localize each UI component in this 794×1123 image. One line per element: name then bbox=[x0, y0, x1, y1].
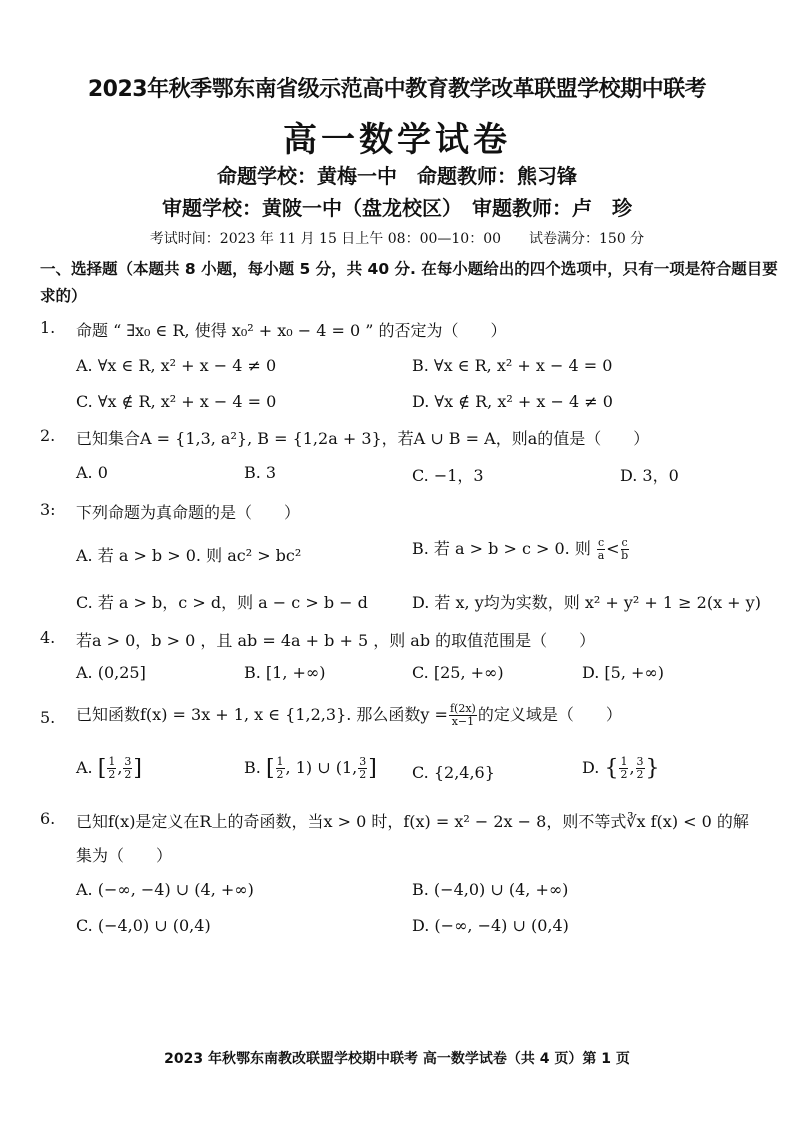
option-b: B. [ $\frac{1}{2}$ , 1) ∪ (1, $\frac{3}{2}$ ] bbox=[244, 755, 377, 781]
option-a: A. 若 a > b > 0. 则 ac² > bc² bbox=[76, 546, 302, 565]
option-d: D. 3，0 bbox=[620, 466, 679, 485]
option-a: A. ∀x ∈ R, x² + x − 4 ≠ 0 bbox=[76, 356, 277, 375]
option-a: A. 0 bbox=[76, 463, 108, 482]
fraction-c-over-b: $\frac{c}{b}$ bbox=[621, 536, 629, 562]
question-stem: 命题 “ ∃x₀ ∈ R, 使得 x₀² + x₀ − 4 = 0 ” 的否定为（ ） bbox=[76, 321, 507, 340]
option-c: C. ∀x ∉ R, x² + x − 4 = 0 bbox=[76, 392, 277, 411]
option-a: A. (0,25] bbox=[76, 663, 146, 682]
less-than-sign: < bbox=[606, 539, 620, 558]
question-number: 3: bbox=[40, 500, 56, 519]
question-number: 6. bbox=[40, 809, 56, 828]
option-c: C. [25, +∞) bbox=[412, 663, 504, 682]
option-d: D. [5, +∞) bbox=[582, 663, 664, 682]
option-b: B. 3 bbox=[244, 463, 277, 482]
question-stem: 已知f(x)是定义在R上的奇函数，当x > 0 时，f(x) = x² − 2x − 8，则不等式∛x f(x) < 0 的解 bbox=[76, 812, 749, 831]
exam-title: 2023年秋季鄂东南省级示范高中教育教学改革联盟学校期中联考 bbox=[87, 77, 707, 102]
stem-suffix: 的定义域是（ ） bbox=[477, 705, 622, 724]
option-b bbox=[412, 536, 630, 562]
option-d: D. ∀x ∉ R, x² + x − 4 ≠ 0 bbox=[412, 392, 613, 411]
option-d: D. (−∞, −4) ∪ (0,4) bbox=[412, 916, 569, 935]
option-c: C. −1，3 bbox=[412, 466, 484, 485]
option-a: A. (−∞, −4) ∪ (4, +∞) bbox=[76, 880, 254, 899]
option-c: C. {2,4,6} bbox=[412, 763, 495, 782]
reviewer-line: 审题学校：黄陂一中（盘龙校区） 审题教师：卢 珍 bbox=[162, 196, 632, 220]
subject-title: 高一数学试卷 bbox=[283, 120, 511, 160]
question-number: 5. bbox=[40, 708, 56, 727]
exam-info: 考试时间：2023 年 11 月 15 日上午 08：00—10：00 试卷满分：150 分 bbox=[149, 231, 645, 247]
option-a: A. [ $\frac{1}{2}$ , $\frac{3}{2}$ ] bbox=[76, 755, 143, 781]
option-d: D. 若 x, y均为实数，则 x² + y² + 1 ≥ 2(x + y) bbox=[412, 593, 761, 612]
option-c: C. (−4,0) ∪ (0,4) bbox=[76, 916, 211, 935]
question-number: 4. bbox=[40, 628, 56, 647]
question-stem: 已知集合A = {1,3, a²}, B = {1,2a + 3}，若A ∪ B = A，则a的值是（ ） bbox=[76, 429, 650, 448]
option-b: B. ∀x ∈ R, x² + x − 4 = 0 bbox=[412, 356, 613, 375]
question-stem: 若a > 0，b > 0 ，且 ab = 4a + b + 5 ，则 ab 的取值范围是（ ） bbox=[76, 631, 596, 650]
section-heading: 一、选择题（本题共 8 小题，每小题 5 分，共 40 分. 在每小题给出的四个选项中，只有一项是符合题目要求的） bbox=[40, 260, 778, 305]
option-b: B. [1, +∞) bbox=[244, 663, 326, 682]
question-stem bbox=[76, 702, 622, 728]
stem-prefix: 已知函数f(x) = 3x + 1, x ∈ {1,2,3}. 那么函数y = bbox=[76, 705, 448, 724]
option-b-text: B. 若 a > b > c > 0. 则 bbox=[412, 539, 591, 558]
question-number: 2. bbox=[40, 426, 56, 445]
option-d: D. { $\frac{1}{2}$ , $\frac{3}{2}$ } bbox=[582, 755, 660, 781]
proposer-line: 命题学校：黄梅一中 命题教师：熊习锋 bbox=[217, 164, 577, 188]
page-footer: 2023 年秋鄂东南教改联盟学校期中联考 高一数学试卷（共 4 页）第 1 页 bbox=[164, 1051, 630, 1067]
question-number: 1. bbox=[40, 318, 56, 337]
question-stem: 下列命题为真命题的是（ ） bbox=[76, 503, 301, 522]
question-stem-cont: 集为（ ） bbox=[76, 846, 173, 865]
fraction-c-over-a: $\frac{c}{a}$ bbox=[597, 536, 605, 562]
option-b: B. (−4,0) ∪ (4, +∞) bbox=[412, 880, 569, 899]
option-c: C. 若 a > b，c > d，则 a − c > b − d bbox=[76, 593, 368, 612]
fraction-f2x-over-x-1: $\frac{f(2x)}{x-1}$ bbox=[449, 702, 476, 728]
